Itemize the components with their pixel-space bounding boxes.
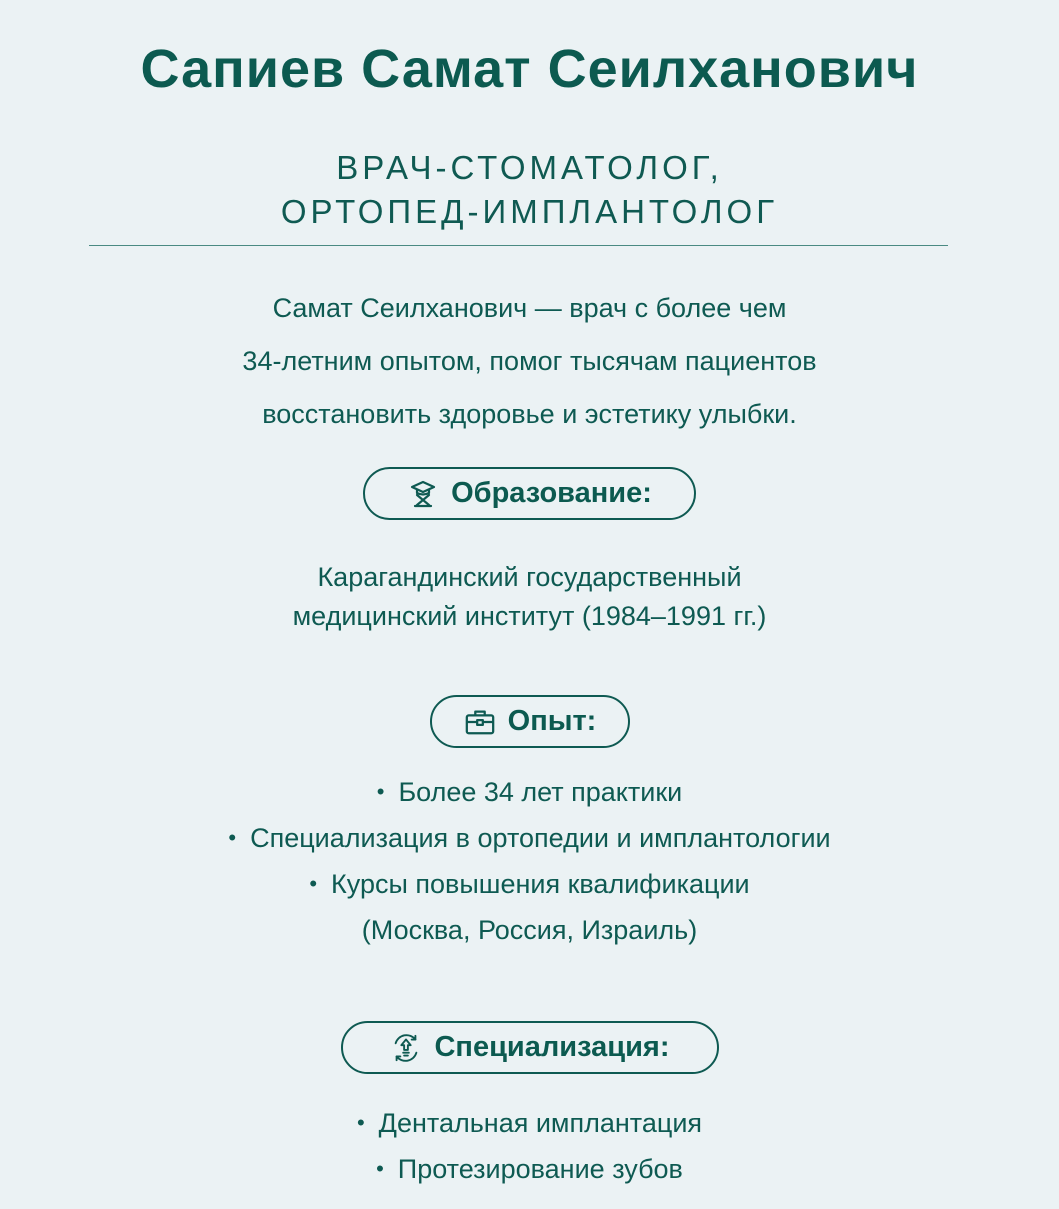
doctor-name: Сапиев Самат Сеилханович xyxy=(140,39,919,99)
education-line-1: Карагандинский государственный xyxy=(317,562,742,592)
role-line-1: ВРАЧ-СТОМАТОЛОГ, xyxy=(336,149,723,186)
intro-line-3: восстановить здоровье и эстетику улыбки. xyxy=(262,399,797,429)
experience-item-3-continuation: (Москва, Россия, Израиль) xyxy=(361,915,698,945)
role-line-2: ОРТОПЕД-ИМПЛАНТОЛОГ xyxy=(280,193,779,230)
experience-list xyxy=(0,770,1059,952)
tooth-implant-icon xyxy=(390,1032,422,1064)
intro-text xyxy=(0,282,1059,441)
experience-item-1: • Более 34 лет практики xyxy=(0,770,1059,816)
specialization-item-1: • Дентальная имплантация xyxy=(0,1101,1059,1147)
specialization-list xyxy=(0,1101,1059,1193)
graduation-cap-icon xyxy=(407,478,439,510)
education-heading xyxy=(363,467,696,520)
experience-item-3: • Курсы повышения квалификации xyxy=(0,862,1059,908)
education-title: Образование: xyxy=(451,477,652,509)
intro-line-2: 34-летним опытом, помог тысячам пациентов xyxy=(242,346,817,376)
intro-line-1: Самат Сеилханович — врач с более чем xyxy=(272,293,787,323)
briefcase-icon xyxy=(464,706,496,738)
doctor-role xyxy=(0,146,1059,234)
specialization-heading xyxy=(341,1021,719,1074)
education-line-2: медицинский институт (1984–1991 гг.) xyxy=(292,601,767,631)
specialization-title: Специализация: xyxy=(434,1031,670,1063)
education-text xyxy=(0,558,1059,636)
experience-item-2: • Специализация в ортопедии и имплантологии xyxy=(0,816,1059,862)
specialization-item-2: • Протезирование зубов xyxy=(0,1147,1059,1193)
header-divider xyxy=(89,245,948,246)
experience-title: Опыт: xyxy=(507,705,597,737)
experience-heading xyxy=(430,695,630,748)
